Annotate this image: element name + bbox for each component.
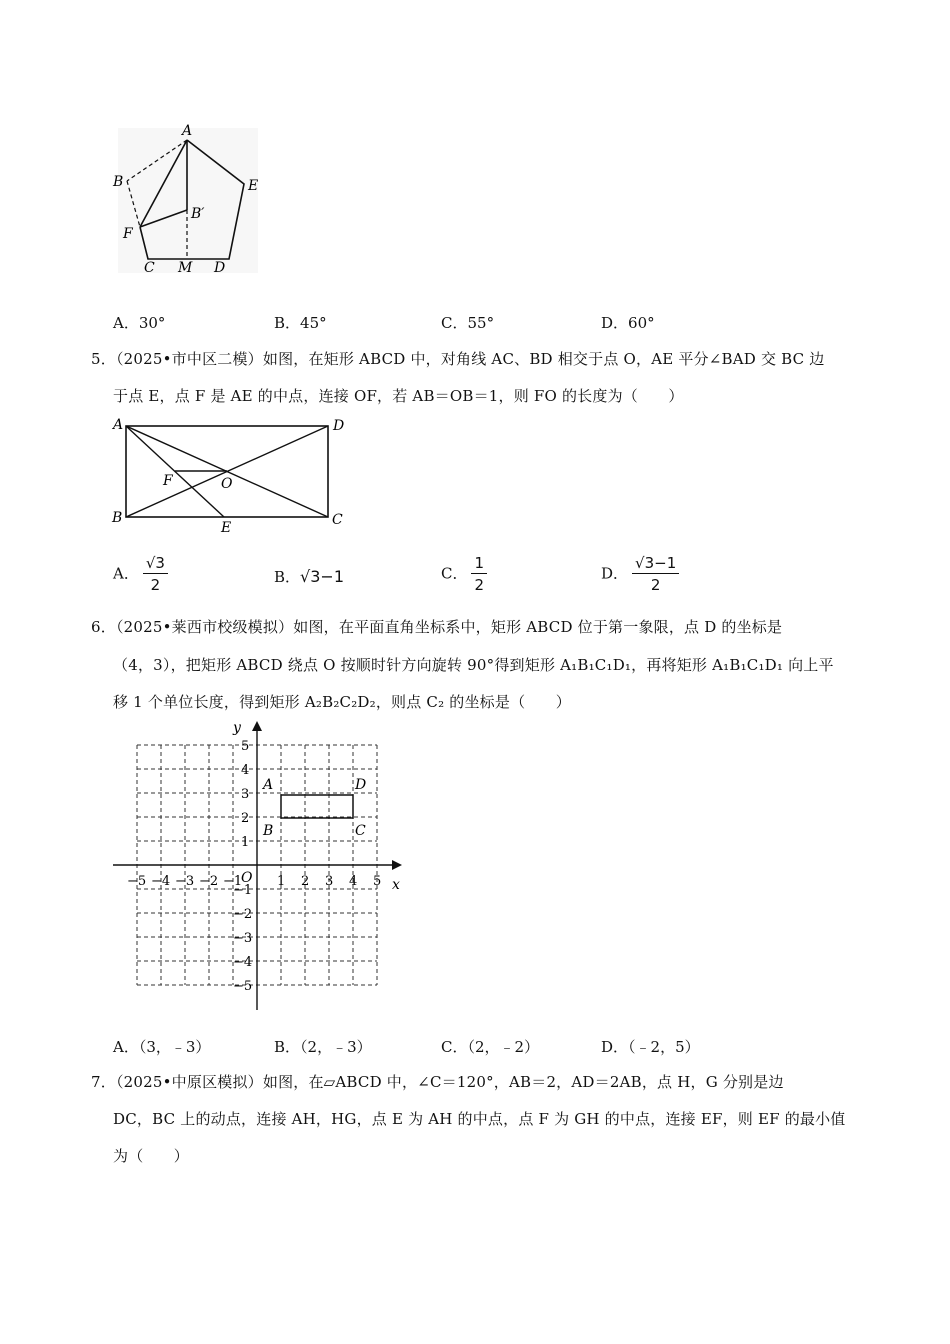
q6-x-tick-label: −1: [223, 874, 243, 889]
q5-label-o: O: [221, 476, 233, 492]
q6-y-tick-label: −5: [233, 979, 253, 994]
q6-stem-line1: 6．（2025•莱西市校级模拟）如图，在平面直角坐标系中，矩形 ABCD 位于第一象限，点 D 的坐标是: [91, 618, 783, 636]
q5-option-a-fraction: [143, 553, 168, 596]
q6-x-tick-label: −2: [199, 874, 219, 889]
q5-option-a-denominator: 2: [150, 576, 161, 594]
q5-option-c-numerator: 1: [471, 553, 487, 574]
q5-option-d-denominator: 2: [650, 576, 661, 594]
q5-option-a-prefix: A．: [113, 564, 139, 583]
q5-option-d-fraction: [632, 553, 679, 596]
q6-y-tick-label: −3: [233, 931, 253, 946]
q5-option-a-numerator: √3: [143, 553, 168, 574]
q5-option-b-expression: √3−1: [300, 567, 344, 586]
q6-stem-line2: （4，3），把矩形 ABCD 绕点 O 按顺时针方向旋转 90°得到矩形 A₁B₁C₁D₁，再将矩形 A₁B₁C₁D₁ 向上平: [113, 656, 834, 674]
q6-x-tick-label: 2: [301, 874, 310, 889]
q5-option-d-prefix: D．: [601, 564, 629, 583]
q4-label-bprime: B′: [191, 206, 205, 222]
q5-option-c[interactable]: [441, 553, 487, 596]
q6-y-tick-label: 1: [241, 835, 250, 850]
q6-x-tick-label: −5: [127, 874, 147, 889]
q5-option-c-fraction: [471, 553, 487, 596]
q6-option-c[interactable]: C．（2，﹣2）: [441, 1038, 540, 1056]
q5-label-c: C: [332, 512, 343, 528]
q6-y-tick-label: −1: [233, 883, 253, 898]
q4-label-b: B: [113, 174, 124, 190]
q5-option-c-denominator: 2: [474, 576, 485, 594]
q6-y-tick-label: 5: [241, 739, 250, 754]
q5-option-a[interactable]: [113, 553, 168, 596]
q4-label-c: C: [144, 260, 155, 276]
q6-label-a: A: [263, 777, 274, 793]
q4-label-f: F: [123, 226, 133, 242]
q4-option-b[interactable]: B．45°: [274, 314, 327, 332]
q6-y-tick-label: −4: [233, 955, 253, 970]
q6-option-b[interactable]: B．（2，﹣3）: [274, 1038, 372, 1056]
q6-y-label: y: [233, 720, 241, 736]
q6-option-d[interactable]: D．（﹣2，5）: [601, 1038, 700, 1056]
q4-label-m: M: [178, 260, 193, 276]
q5-label-f: F: [163, 473, 173, 489]
q5-option-d[interactable]: [601, 553, 679, 596]
q6-x-tick-label: 5: [373, 874, 382, 889]
q6-x-axis-arrow: [392, 860, 402, 870]
q6-y-tick-label: 3: [241, 787, 250, 802]
q6-x-label: x: [392, 877, 400, 893]
q6-label-d: D: [355, 777, 367, 793]
q5-option-d-numerator: √3−1: [632, 553, 679, 574]
q4-label-a: A: [182, 123, 193, 139]
q6-stem-line3: 移 1 个单位长度，得到矩形 A₂B₂C₂D₂，则点 C₂ 的坐标是（ ）: [113, 693, 571, 711]
q6-x-tick-label: 3: [325, 874, 334, 889]
q4-label-d: D: [214, 260, 226, 276]
q6-y-tick-label: −2: [233, 907, 253, 922]
q5-figure: [108, 412, 358, 540]
q6-x-tick-label: 1: [277, 874, 286, 889]
q6-y-tick-label: 4: [241, 763, 250, 778]
q6-x-tick-label: 4: [349, 874, 358, 889]
q6-option-a[interactable]: A．（3，﹣3）: [113, 1038, 211, 1056]
q5-label-d: D: [333, 418, 345, 434]
q6-label-c: C: [355, 823, 366, 839]
q5-label-b: B: [112, 510, 123, 526]
q4-option-d[interactable]: D．60°: [601, 314, 655, 332]
q7-stem-line2: DC，BC 上的动点，连接 AH，HG，点 E 为 AH 的中点，点 F 为 GH 的中点，连接 EF，则 EF 的最小值: [113, 1110, 846, 1128]
q7-stem-line1: 7．（2025•中原区模拟）如图，在▱ABCD 中，∠C＝120°，AB＝2，AD＝2AB，点 H，G 分别是边: [91, 1073, 784, 1091]
q4-label-e: E: [248, 178, 259, 194]
q4-option-a[interactable]: A．30°: [113, 314, 166, 332]
q6-label-b: B: [263, 823, 274, 839]
q6-rectangle-abcd: [281, 795, 353, 818]
q5-option-b-prefix: B．: [274, 568, 301, 586]
q6-coordinate-figure: [105, 715, 410, 1015]
q5-stem-line1: 5．（2025•市中区二模）如图，在矩形 ABCD 中，对角线 AC、BD 相交于点 O，AE 平分∠BAD 交 BC 边: [91, 350, 825, 368]
q6-y-tick-label: 2: [241, 811, 250, 826]
q5-label-e: E: [221, 520, 232, 536]
q6-origin-label: O: [241, 870, 253, 886]
q5-stem-line2: 于点 E，点 F 是 AE 的中点，连接 OF，若 AB＝OB＝1，则 FO 的长度为（ ）: [113, 387, 684, 405]
q6-x-tick-label: −3: [175, 874, 195, 889]
q6-x-tick-label: −4: [151, 874, 171, 889]
q4-option-c[interactable]: C．55°: [441, 314, 495, 332]
q4-figure-background: [118, 128, 258, 273]
q6-y-axis-arrow: [252, 721, 262, 731]
q4-figure: [108, 118, 268, 278]
q7-stem-line3: 为（ ）: [113, 1147, 190, 1165]
q6-tick-labels: [127, 739, 381, 994]
q5-option-c-prefix: C．: [441, 564, 468, 583]
q5-option-b[interactable]: [274, 566, 344, 587]
q5-label-a: A: [113, 417, 124, 433]
